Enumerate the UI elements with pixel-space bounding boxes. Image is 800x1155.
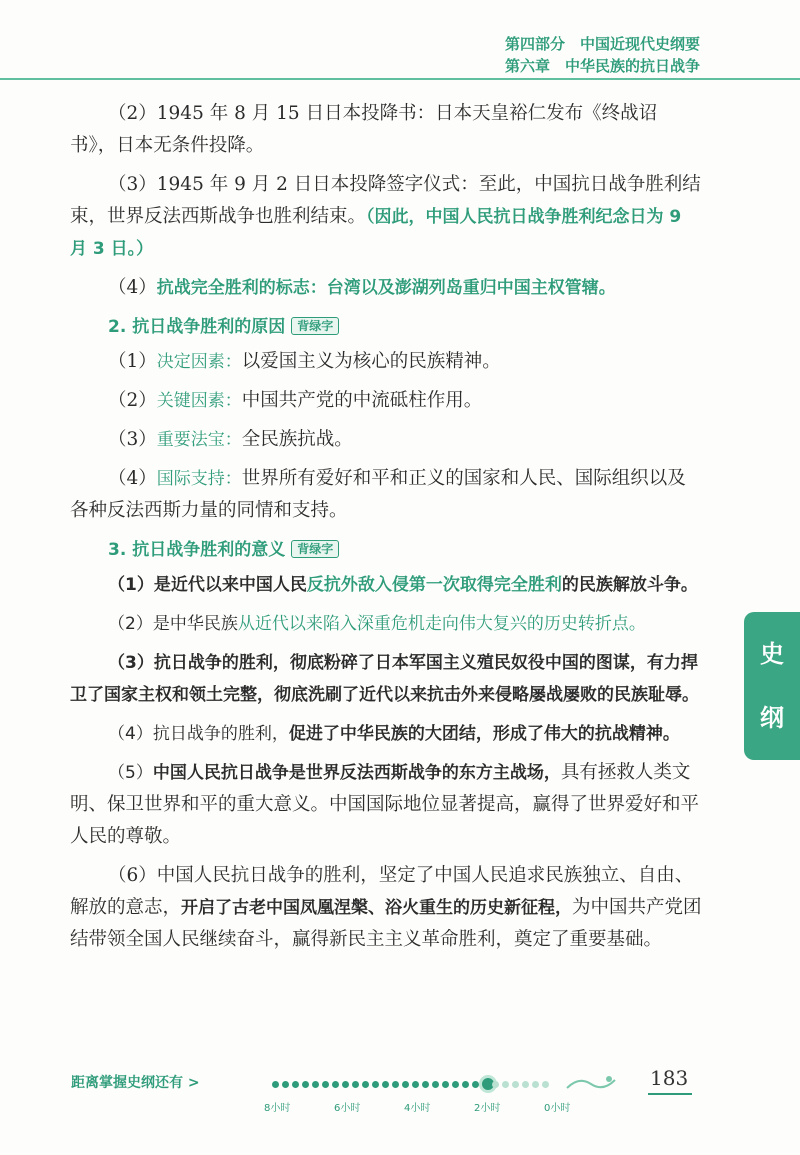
progress-dot [362, 1081, 369, 1088]
progress-dot [472, 1081, 479, 1088]
list-item: （3）重要法宝：全民族抗战。 [108, 429, 353, 450]
progress-dot [442, 1081, 449, 1088]
paragraph: （3）1945 年 9 月 2 日日本投降签字仪式：至此，中国抗日战争胜利结束，世界反法西斯战争也胜利结束。（因此，中国人民抗日战争胜利纪念日为 9 月 3 日。） [70, 174, 701, 259]
paragraph: （2）1945 年 8 月 15 日日本投降书：日本天皇裕仁发布《终战诏书》，日本无条件投降。 [70, 103, 658, 156]
list-item: （4）抗日战争的胜利，促进了中华民族的大团结，形成了伟大的抗战精神。 [108, 724, 680, 744]
progress-dot [522, 1081, 529, 1088]
progress-dot [292, 1081, 299, 1088]
progress-tick-label: 2小时 [474, 1103, 501, 1114]
runner-icon [565, 1072, 625, 1094]
progress-dot [352, 1081, 359, 1088]
progress-tick-label: 4小时 [404, 1103, 431, 1114]
progress-tick-label: 8小时 [264, 1103, 291, 1114]
list-item: （2）关键因素：中国共产党的中流砥柱作用。 [108, 390, 483, 411]
progress-dot [402, 1081, 409, 1088]
progress-dot [372, 1081, 379, 1088]
running-header [505, 33, 700, 77]
page-number-underline [648, 1093, 692, 1095]
section-heading: 3. 抗日战争胜利的意义 背绿字 [70, 534, 702, 566]
header-part: 第四部分 中国近现代史纲要 [504, 35, 700, 53]
list-item: （3）抗日战争的胜利，彻底粉碎了日本军国主义殖民奴役中国的图谋，有力捍卫了国家主权和领土完整，彻底洗刷了近代以来抗击外来侵略屡战屡败的民族耻辱。 [70, 653, 699, 705]
progress-dot [512, 1081, 519, 1088]
progress-dot [272, 1081, 279, 1088]
list-item: （1）决定因素：以爱国主义为核心的民族精神。 [108, 351, 501, 372]
list-item: （5）中国人民抗日战争是世界反法西斯战争的东方主战场，具有拯救人类文明、保卫世界和平的重大意义。中国国际地位显著提高，赢得了世界爱好和平人民的尊敬。 [70, 762, 700, 847]
paragraph: （4）抗战完全胜利的标志：台湾以及澎湖列岛重归中国主权管辖。 [108, 277, 616, 298]
memorize-tag: 背绿字 [291, 317, 339, 335]
page-body [70, 98, 702, 963]
list-item: （6）中国人民抗日战争的胜利，坚定了中国人民追求民族独立、自由、解放的意志，开启了古老中国凤凰涅槃、浴火重生的历史新征程，为中国共产党团结带领全国人民继续奋斗，赢得新民主主义革命胜利，奠定了重要基础。 [70, 865, 702, 950]
side-tab-char: 纲 [760, 704, 784, 732]
progress-label: 距离掌握史纲还有 > [71, 1075, 200, 1091]
progress-dot [462, 1081, 469, 1088]
progress-dot [392, 1081, 399, 1088]
header-chapter: 第六章 中华民族的抗日战争 [504, 57, 700, 75]
section-heading: 2. 抗日战争胜利的原因 背绿字 [70, 311, 702, 343]
progress-dot [432, 1081, 439, 1088]
progress-dot [282, 1081, 289, 1088]
progress-dot [422, 1081, 429, 1088]
list-item: （1）是近代以来中国人民反抗外敌入侵第一次取得完全胜利的民族解放斗争。 [108, 575, 698, 595]
progress-dot [302, 1081, 309, 1088]
page-number: 183 [650, 1066, 689, 1090]
progress-dot [382, 1081, 389, 1088]
list-item: （4）国际支持：世界所有爱好和平和正义的国家和人民、国际组织以及各种反法西斯力量的同情和支持。 [70, 468, 686, 521]
progress-dot [332, 1081, 339, 1088]
memorize-tag: 背绿字 [291, 540, 339, 558]
section-side-tab [744, 612, 800, 760]
progress-dot [312, 1081, 319, 1088]
progress-tick-label: 0小时 [544, 1103, 571, 1114]
progress-dot [322, 1081, 329, 1088]
progress-tick-label: 6小时 [334, 1103, 361, 1114]
progress-dot [342, 1081, 349, 1088]
header-divider [0, 78, 800, 80]
progress-dot [542, 1081, 549, 1088]
progress-dot [492, 1081, 499, 1088]
side-tab-char: 史 [760, 640, 784, 668]
progress-dot [502, 1081, 509, 1088]
progress-dot [452, 1081, 459, 1088]
list-item: （2）是中华民族从近代以来陷入深重危机走向伟大复兴的历史转折点。 [108, 614, 646, 634]
progress-dot [532, 1081, 539, 1088]
progress-dot [412, 1081, 419, 1088]
